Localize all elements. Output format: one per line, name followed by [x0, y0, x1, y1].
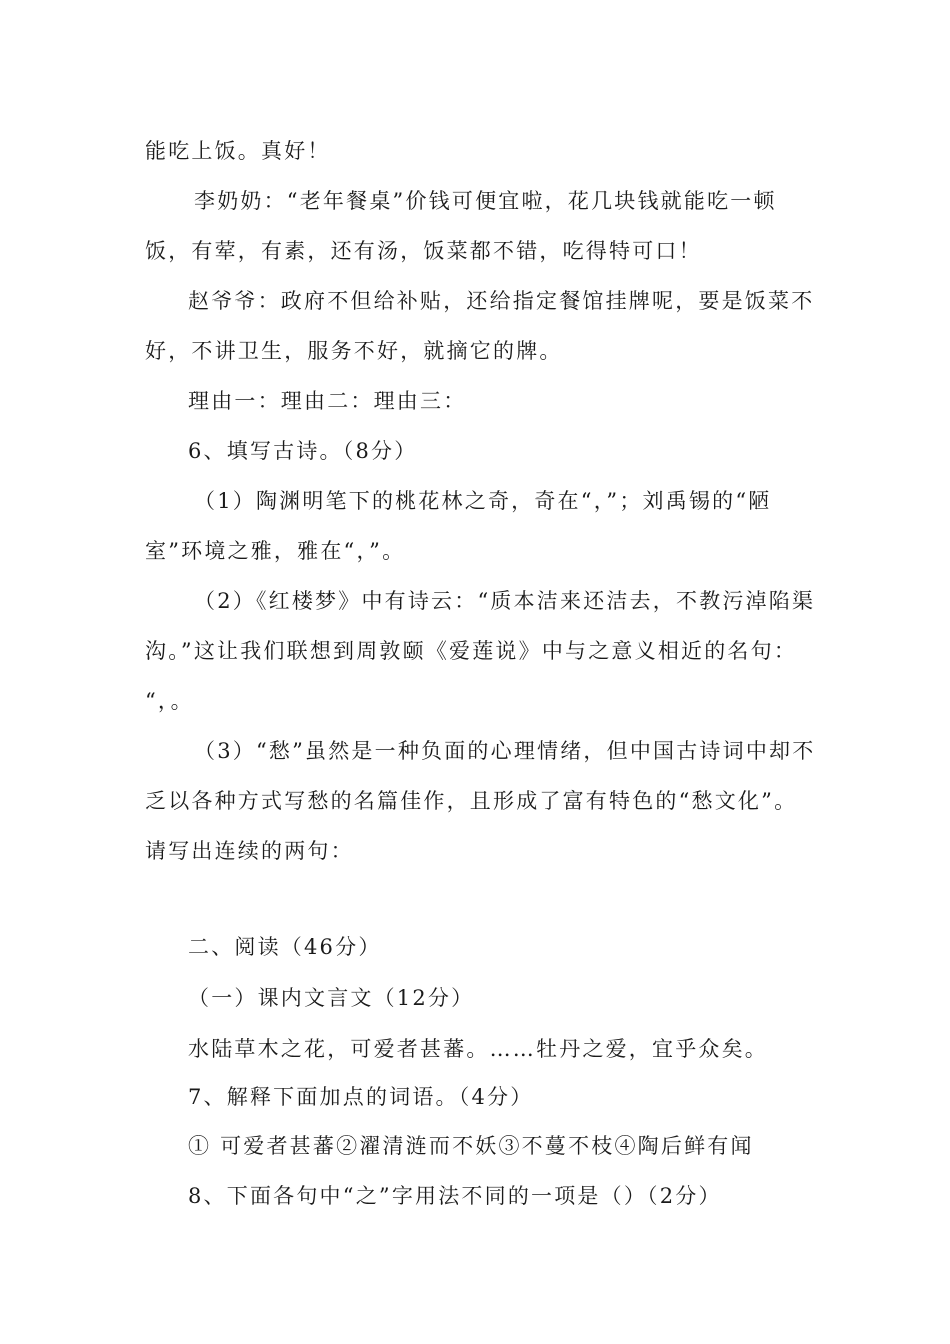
question-6-heading: 6、填写古诗。（8分）: [188, 439, 418, 463]
text-line-4: 赵爷爷：政府不但给补贴，还给指定餐馆挂牌呢，要是饭菜不: [188, 289, 815, 313]
text-line-13: （3）“愁”虽然是一种负面的心理情绪，但中国古诗词中却不: [194, 739, 816, 763]
text-line-11: 沟。”这让我们联想到周敦颐《爱莲说》中与之意义相近的名句：: [145, 639, 798, 663]
text-line-10: （2）《红楼梦》中有诗云：“质本洁来还洁去，不教污淖陷渠: [194, 589, 816, 613]
text-line-12: “，。: [145, 689, 194, 713]
text-line-8: （1）陶渊明笔下的桃花林之奇，奇在“，”；刘禹锡的“陋: [194, 489, 772, 513]
text-line-15: 请写出连续的两句：: [145, 839, 354, 863]
text-line-3: 饭，有荤，有素，还有汤，饭菜都不错，吃得特可口！: [145, 239, 702, 263]
subsection-heading: （一）课内文言文（12分）: [188, 986, 475, 1010]
section-heading-reading: 二、阅读（46分）: [188, 935, 382, 959]
text-line-9: 室”环境之雅，雅在“，”。: [145, 539, 406, 563]
text-line-14: 乏以各种方式写愁的名篇佳作，且形成了富有特色的“愁文化”。: [145, 789, 798, 813]
text-line-2: 李奶奶：“老年餐桌”价钱可便宜啦，花几块钱就能吃一顿: [194, 189, 777, 213]
text-line-5: 好，不讲卫生，服务不好，就摘它的牌。: [145, 339, 563, 363]
question-7-heading: 7、解释下面加点的词语。（4分）: [188, 1085, 534, 1109]
text-line-1: 能吃上饭。真好！: [145, 139, 331, 163]
question-8-heading: 8、下面各句中“之”字用法不同的一项是（）（2分）: [188, 1184, 722, 1208]
text-line-18: 水陆草木之花，可爱者甚蕃。……牡丹之爱，宜乎众矣。: [188, 1037, 768, 1061]
text-line-6: 理由一：理由二：理由三：: [188, 389, 467, 413]
text-line-20: ① 可爱者甚蕃②濯清涟而不妖③不蔓不枝④陶后鲜有闻: [188, 1134, 754, 1158]
